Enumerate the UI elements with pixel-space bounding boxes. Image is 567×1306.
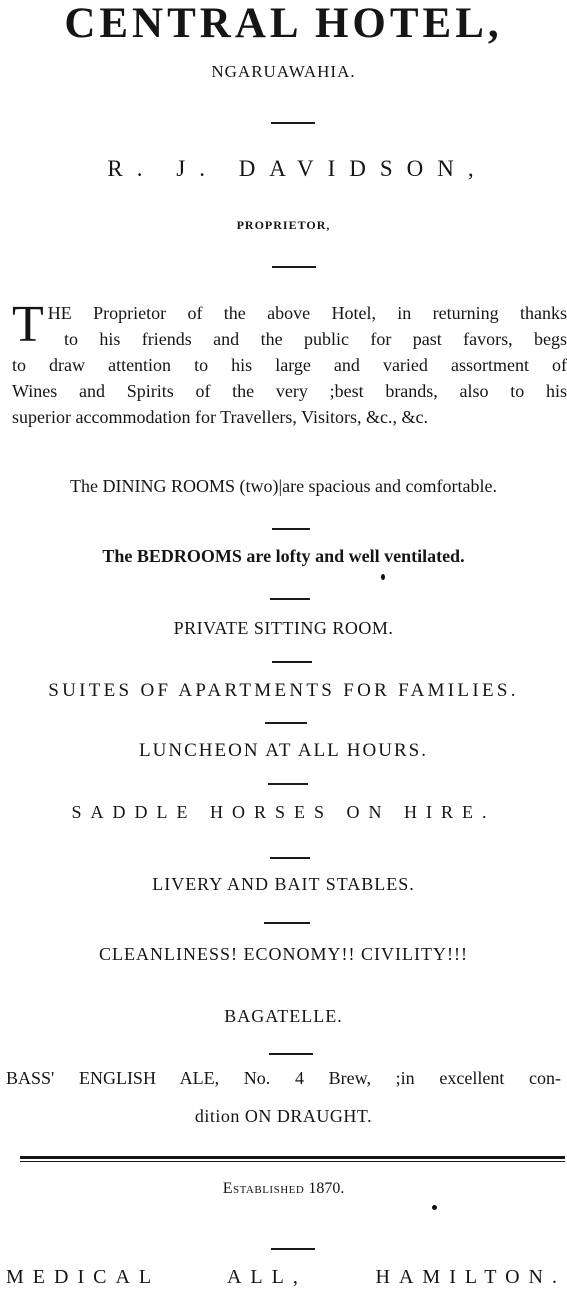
divider-rule [272, 661, 312, 663]
suites-of-apartments: SUITES OF APARTMENTS FOR FAMILIES. [48, 680, 519, 701]
divider-rule [271, 122, 315, 124]
bagatelle-notice: BAGATELLE. [224, 1006, 343, 1026]
hotel-name-heading: CENTRAL HOTEL, [64, 0, 503, 47]
divider-rule [268, 783, 308, 785]
bass-ale-line: dition ON DRAUGHT. [194, 1106, 373, 1126]
intro-line: to draw attention to his large and varied assortment of [12, 355, 567, 375]
next-advertisement-heading: MEDICAL ALL, HAMILTON. [6, 1266, 566, 1288]
divider-rule [264, 922, 310, 924]
dining-rooms-notice: The DINING ROOMS (two)|are spacious and comfortable. [70, 476, 497, 496]
established-label: Established [222, 1180, 305, 1197]
intro-line: to his friends and the public for past favors, begs [64, 329, 567, 349]
divider-rule [272, 528, 310, 530]
ink-speck [381, 574, 385, 580]
luncheon-notice: LUNCHEON AT ALL HOURS. [139, 740, 428, 761]
divider-rule [271, 1248, 315, 1250]
divider-rule [269, 1053, 313, 1055]
section-rule [20, 1156, 565, 1159]
hotel-location: NGARUAWAHIA. [211, 62, 356, 81]
divider-rule [272, 266, 316, 268]
intro-line: Wines and Spirits of the very ;best brands, also to his [12, 381, 567, 401]
section-rule [20, 1161, 565, 1162]
saddle-horses-notice: SADDLE HORSES ON HIRE. [71, 802, 496, 822]
divider-rule [270, 857, 310, 859]
intro-line: HE Proprietor of the above Hotel, in returning thanks [47, 303, 567, 323]
ink-speck [432, 1205, 437, 1210]
bass-ale-line: BASS' ENGLISH ALE, No. 4 Brew, ;in excellent con- [6, 1068, 561, 1088]
motto-line: CLEANLINESS! ECONOMY!! CIVILITY!!! [99, 944, 468, 964]
drop-cap: T [12, 296, 44, 353]
private-sitting-room: PRIVATE SITTING ROOM. [173, 618, 394, 638]
proprietor-name: R. J. DAVIDSON, [107, 156, 488, 181]
established-line [0, 1180, 567, 1198]
divider-rule [270, 598, 310, 600]
established-year: 1870. [308, 1180, 345, 1197]
proprietor-title: PROPRIETOR, [236, 218, 331, 232]
bedrooms-notice: The BEDROOMS are lofty and well ventilated. [102, 546, 465, 566]
livery-stables-notice: LIVERY AND BAIT STABLES. [152, 874, 415, 894]
divider-rule [265, 722, 307, 724]
intro-paragraph [12, 296, 567, 430]
intro-line: superior accommodation for Travellers, Visitors, &c., &c. [12, 407, 429, 427]
